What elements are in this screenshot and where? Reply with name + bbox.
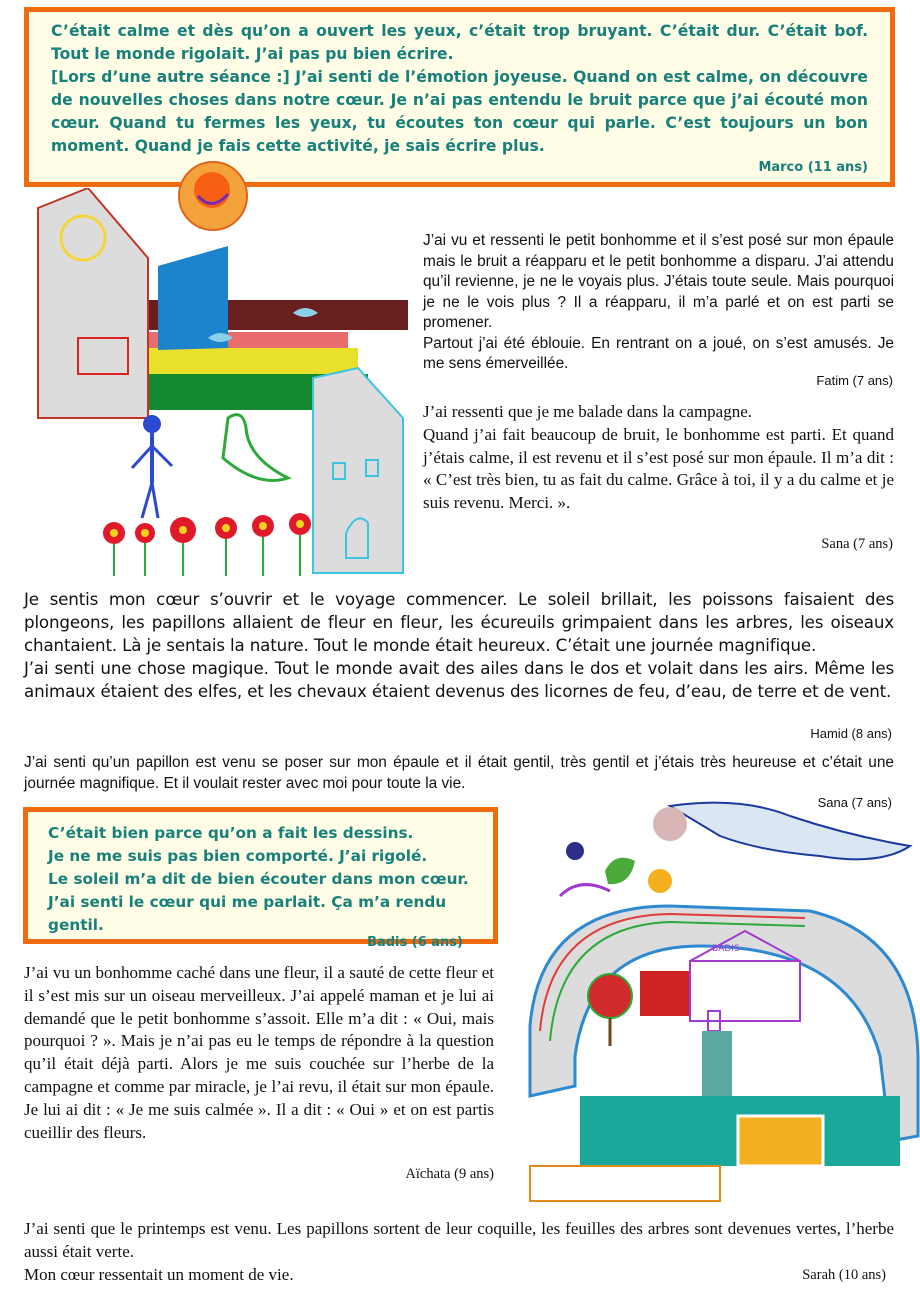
quote-line: Je ne me suis pas bien comporté. J’ai rigolé.	[48, 847, 428, 865]
paragraph: Mon cœur ressentait un moment de vie.	[24, 1264, 294, 1284]
quote-line: Le soleil m’a dit de bien écouter dans mon cœur.	[48, 870, 469, 888]
paragraph: J’ai vu et ressenti le petit bonhomme et il s’est posé sur mon épaule mais le bruit a réapparu et le petit bonhomme a disparu. J’ai attendu qu’il revienne, je ne le voyais plus. J’étais toute seule. Mais pourquoi je ne le vois plus ? Il a réapparu, il m’a parlé et on est parti se promener.	[423, 232, 894, 331]
paragraph: Quand j’ai fait beaucoup de bruit, le bonhomme est parti. Et quand j’étais calme, il est revenu et il s’est posé sur mon épaule. Il m’a dit : « C’est très bien, tu as fait du calme. Grâce à toi, il y a du calme et je suis revenu. Merci. ».	[423, 424, 894, 513]
paragraph: Je sentis mon cœur s’ouvrir et le voyage commencer. Le soleil brillait, les poissons faisaient des plongeons, les papillons allaient de fleur en fleur, les écureuils grimpaient dans les arbres, les oiseaux chantaient. Là je sentais la nature. Tout le monde était heureux. C’était une journée magnifique.	[24, 589, 894, 655]
paragraph: J’ai ressenti que je me balade dans la campagne.	[423, 402, 753, 421]
drawing-label-badis: BADIS	[712, 944, 740, 954]
quote-line: C’était bien parce qu’on a fait les dessins.	[48, 824, 414, 842]
paragraph: J’ai senti que le printemps est venu. Les papillons sortent de leur coquille, les feuilles des arbres sont devenues vertes, l’herbe aussi était verte.	[24, 1219, 894, 1261]
quote-paragraph: [Lors d’une autre séance :] J’ai senti de l’émotion joyeuse. Quand on est calme, on découvre de nouvelles choses dans notre cœur. Je n’ai pas entendu le bruit parce que j’ai écouté mon cœur. Quand tu fermes les yeux, tu écoutes ton cœur qui parle. C’est toujours un bon moment. Quand je fais cette activité, je sais écrire plus.	[51, 68, 868, 155]
author-sana-2: Sana (7 ans)	[817, 795, 892, 810]
author-sarah: Sarah (10 ans)	[802, 1267, 886, 1283]
author-sana-1: Sana (7 ans)	[821, 536, 893, 552]
child-drawing-house-arch	[520, 796, 920, 1206]
quote-paragraph: C’était calme et dès qu’on a ouvert les yeux, c’était trop bruyant. C’était dur. C’était bof. Tout le monde rigolait. J’ai pas pu bien écrire.	[51, 22, 868, 63]
child-drawing-landscape	[28, 188, 413, 578]
quote-line: J’ai senti le cœur qui me parlait. Ça m’a rendu gentil.	[48, 893, 447, 934]
text-fatim	[423, 231, 894, 375]
author-aichata: Aïchata (9 ans)	[405, 1166, 494, 1182]
text-aichata: J’ai vu un bonhomme caché dans une fleur, il a sauté de cette fleur et il s’est mis sur un oiseau merveilleux. J’ai appelé maman et je lui ai demandé que le petit bonhomme s’assoit. Elle m’a dit : « Oui, mais pourquoi ? ». Mais je n’ai pas eu le temps de répondre à la question qu’il était déjà parti. Alors je me suis couchée sur l’herbe de la campagne et comme par miracle, je l’ai revu, il était sur mon épaule. Je lui ai dit : « Je me suis calmée ». Il a dit : « Oui » et on est partis cueillir des fleurs.	[24, 963, 494, 1142]
paragraph: Partout j’ai été éblouie. En rentrant on a joué, on s’est amusés. Je me sens émerveillée.	[423, 334, 894, 372]
quote-box-marco	[24, 7, 895, 187]
text-sana-2: J’ai senti qu’un papillon est venu se poser sur mon épaule et il était gentil, très gentil et j’étais très heureuse et c’était une journée magnifique. Et il voulait rester avec moi pour toute la vie.	[24, 754, 894, 792]
quote-box-badis	[23, 807, 498, 950]
paragraph: J’ai senti une chose magique. Tout le monde avait des ailes dans le dos et volait dans les airs. Même les animaux étaient des elfes, et les chevaux étaient devenus des licornes de feu, d’eau, de terre et de vent.	[24, 658, 894, 701]
author-hamid: Hamid (8 ans)	[810, 726, 892, 741]
author-fatim: Fatim (7 ans)	[816, 373, 893, 388]
quote-author: Marco (11 ans)	[758, 160, 868, 175]
text-hamid	[24, 588, 894, 703]
quote-author: Badis (6 ans)	[367, 935, 463, 950]
text-sana-1	[423, 401, 894, 515]
